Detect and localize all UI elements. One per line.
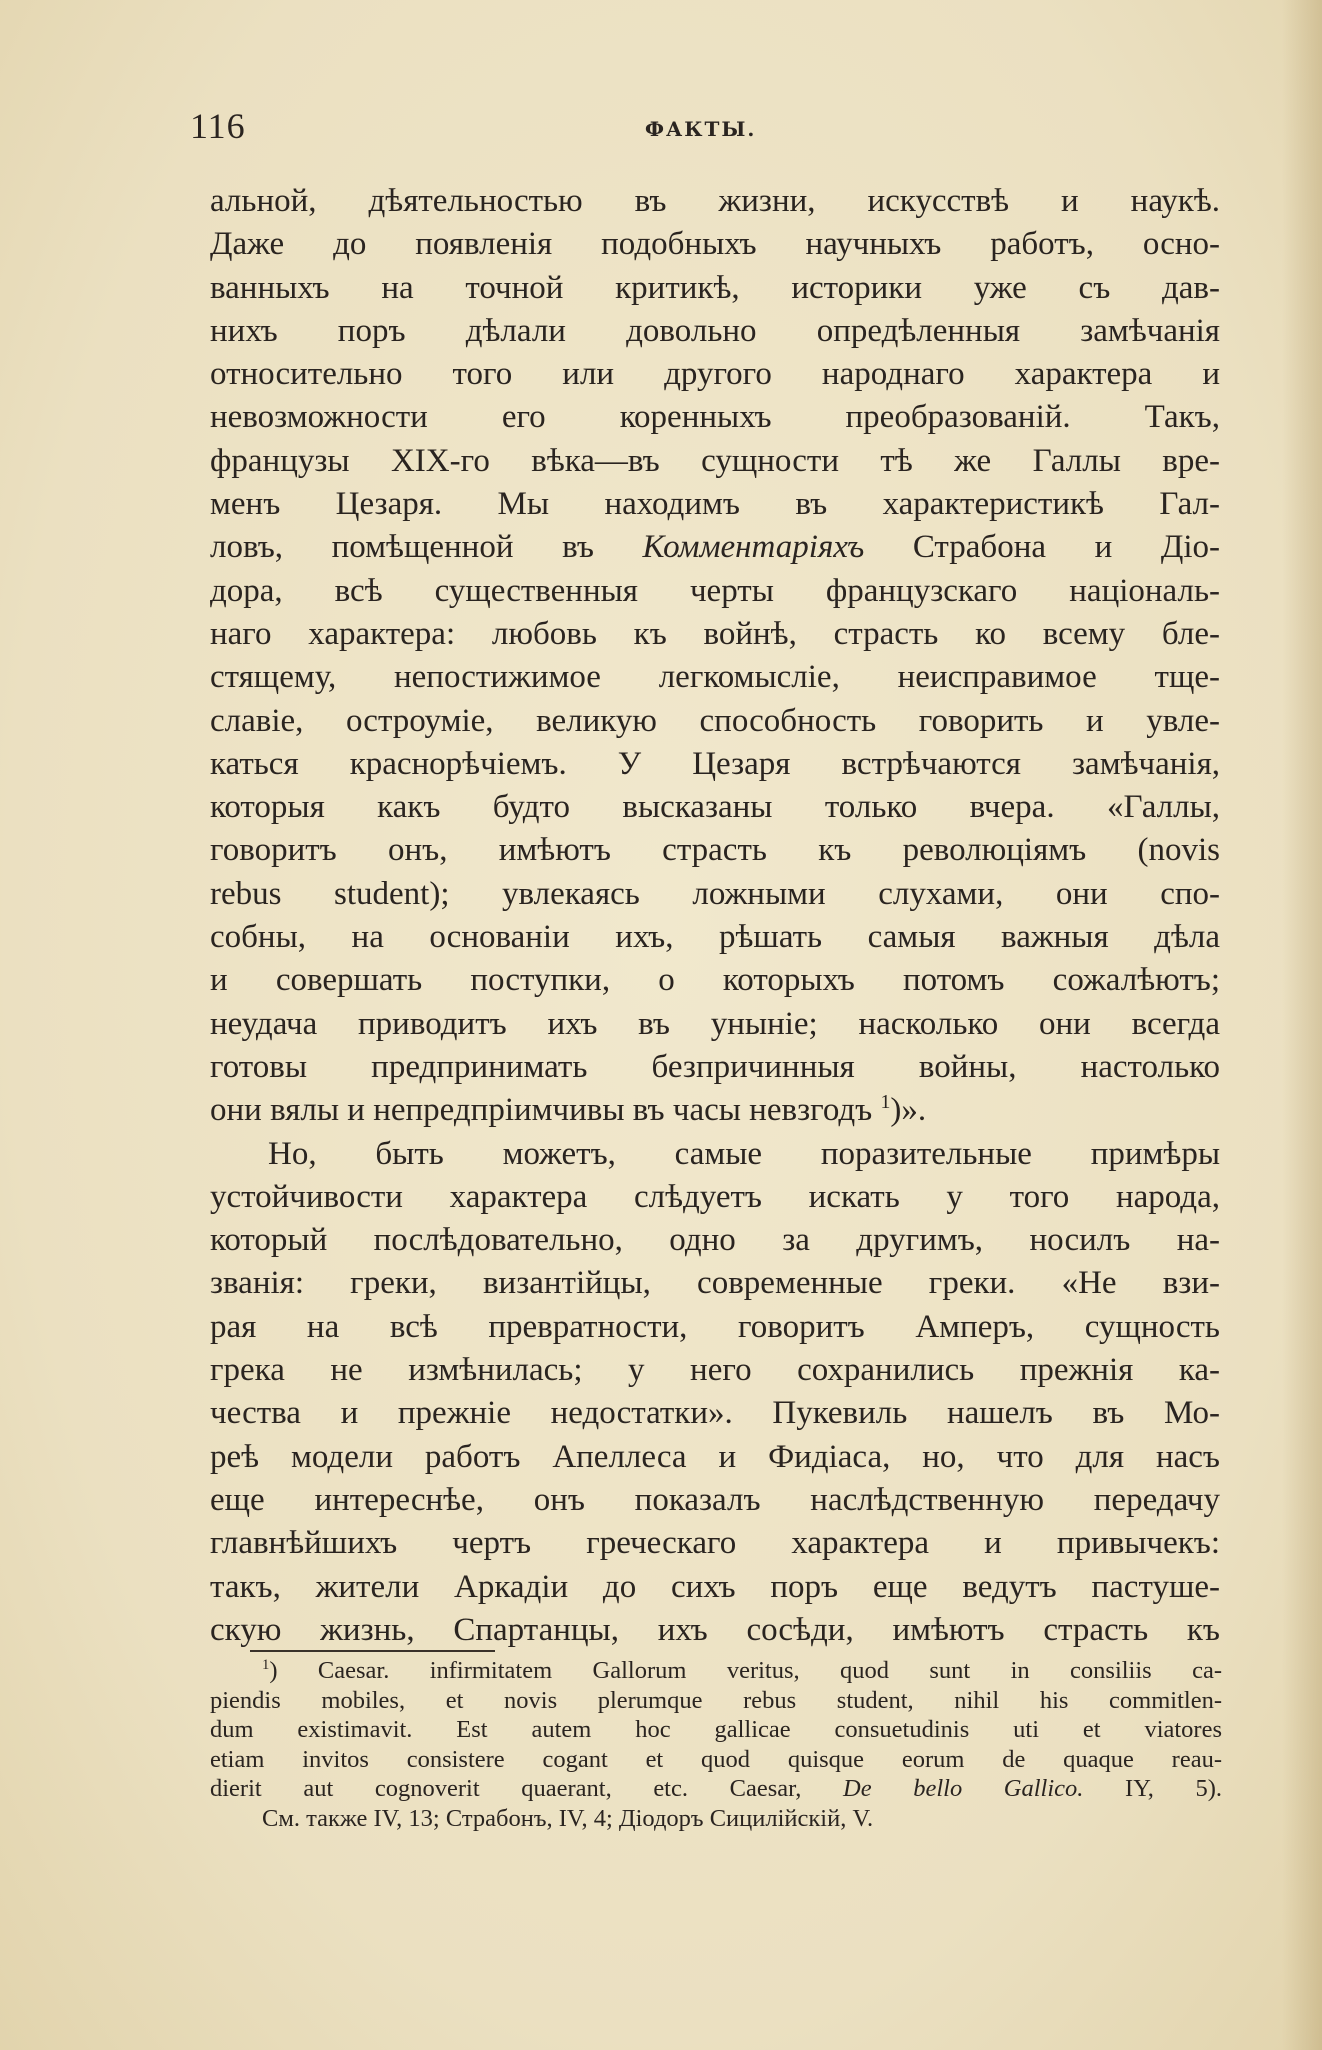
text-line: главнѣйшихъ чертъ греческаго характера и привычекъ: — [210, 1525, 1220, 1562]
text-fragment: ловъ, помѣщенной въ — [210, 529, 594, 566]
footnote-line: etiam invitos consistere cogant et quod quisque eorum de quaque reau- — [210, 1745, 1222, 1773]
text-line: скую жизнь, Спартанцы, ихъ сосѣди, имѣютъ страсть къ — [210, 1611, 1220, 1648]
text-line: чества и прежніе недостатки». Пукевиль нашелъ въ Мо- — [210, 1395, 1220, 1432]
italic-title: Комментаріяхъ — [642, 529, 865, 566]
text-line: Но, быть можетъ, самые поразительные примѣры — [268, 1135, 1220, 1172]
text-fragment: dierit aut cognoverit quaerant, etc. Caesar, — [210, 1775, 802, 1802]
text-fragment: IY, 5). — [1125, 1775, 1223, 1802]
text-line: невозможности его коренныхъ преобразованій. Такъ, — [210, 399, 1220, 436]
text-line: которыя какъ будто высказаны только вчера. «Галлы, — [210, 789, 1220, 826]
footnote-line: См. также IV, 13; Страбонъ, IV, 4; Діодоръ Сицилійскій, V. — [262, 1804, 874, 1832]
text-line: который послѣдовательно, одно за другимъ, носилъ на- — [210, 1222, 1220, 1259]
text-line: и совершать поступки, о которыхъ потомъ сожалѣютъ; — [210, 962, 1220, 999]
text-line: такъ, жители Аркадіи до сихъ поръ еще ведутъ пастуше- — [210, 1568, 1220, 1605]
text-line: славіе, остроуміе, великую способность говорить и увле- — [210, 702, 1220, 739]
text-line: ванныхъ на точной критикѣ, историки уже съ дав- — [210, 269, 1220, 306]
text-line: rebus student); увлекаясь ложными слухами, они спо- — [210, 875, 1220, 912]
page-header — [190, 105, 1220, 149]
text-line: званія: греки, византійцы, современные греки. «Не взи- — [210, 1265, 1220, 1302]
text-line: грека не измѣнилась; у него сохранились прежнія ка- — [210, 1352, 1220, 1389]
running-title: ФАКТЫ. — [645, 117, 757, 141]
italic-title: De bello Gallico. — [843, 1775, 1084, 1802]
text-line: реѣ модели работъ Апеллеса и Фидіаса, но, что для насъ — [210, 1438, 1220, 1475]
main-text — [210, 180, 1220, 1652]
text-fragment: Страбона и Діо- — [912, 529, 1221, 566]
text-line: готовы предпринимать безпричинныя войны, настолько — [210, 1048, 1220, 1085]
footnote-line — [210, 1656, 1222, 1686]
page-edge-shadow — [1282, 0, 1322, 2050]
text-line: еще интереснѣе, онъ показалъ наслѣдственную передачу — [210, 1481, 1220, 1518]
text-fragment: они вялы и непредпріимчивы въ часы невзгодъ — [210, 1092, 873, 1129]
footnotes — [210, 1656, 1222, 1833]
text-line — [210, 1089, 1220, 1132]
footnote-line: piendis mobiles, et novis plerumque rebus student, nihil his commitlen- — [210, 1686, 1222, 1714]
text-line: французы XIX-го вѣка—въ сущности тѣ же Галлы вре- — [210, 442, 1220, 479]
text-line: стящему, непостижимое легкомысліе, неисправимое тще- — [210, 659, 1220, 696]
text-fragment: )». — [890, 1092, 927, 1129]
text-line: относительно того или другого народнаго характера и — [210, 356, 1220, 393]
text-line: устойчивости характера слѣдуетъ искать у того народа, — [210, 1178, 1220, 1215]
footnote-marker: 1 — [880, 1091, 891, 1114]
text-line: менъ Цезаря. Мы находимъ въ характеристикѣ Гал- — [210, 486, 1220, 523]
footnote-number: 1 — [262, 1656, 270, 1673]
text-line: собны, на основаніи ихъ, рѣшать самыя важныя дѣла — [210, 919, 1220, 956]
footnote-line: dum existimavit. Est autem hoc gallicae consuetudinis uti et viatores — [210, 1716, 1222, 1743]
text-line: Даже до появленія подобныхъ научныхъ работъ, осно- — [210, 226, 1220, 263]
page-number: 116 — [190, 106, 246, 146]
text-fragment: ) Caesar. infirmitatem Gallorum veritus, quod sunt in consiliis ca- — [269, 1657, 1222, 1684]
footnote-line — [210, 1774, 1222, 1804]
text-line — [210, 526, 1220, 569]
text-line: говоритъ онъ, имѣютъ страсть къ революціямъ (novis — [210, 832, 1220, 869]
text-line: нихъ поръ дѣлали довольно опредѣленныя замѣчанія — [210, 312, 1220, 349]
footnote-divider — [250, 1650, 495, 1652]
text-line: наго характера: любовь къ войнѣ, страсть ко всему бле- — [210, 615, 1220, 652]
text-line: альной, дѣятельностью въ жизни, искусствѣ и наукѣ. — [210, 183, 1220, 219]
text-line: каться краснорѣчіемъ. У Цезаря встрѣчаются замѣчанія, — [210, 745, 1220, 782]
text-line: рая на всѣ превратности, говоритъ Амперъ, сущность — [210, 1308, 1220, 1345]
text-line: неудача приводитъ ихъ въ уныніе; насколько они всегда — [210, 1005, 1220, 1042]
text-line: дора, всѣ существенныя черты французскаго національ- — [210, 572, 1220, 609]
